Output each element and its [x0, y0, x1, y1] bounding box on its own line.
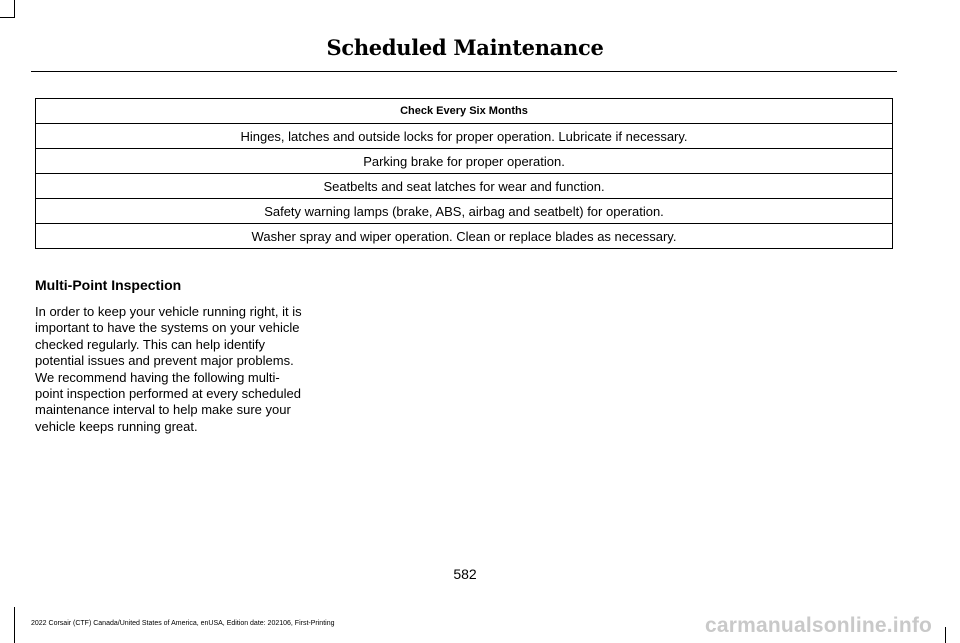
crop-mark-bottom-left-v: [14, 607, 15, 643]
table-row: [36, 224, 893, 249]
table-header-row: [36, 99, 893, 124]
watermark: carmanualsonline.info: [705, 614, 933, 637]
crop-mark-top-left-v: [14, 0, 15, 18]
page-title: Scheduled Maintenance: [326, 35, 604, 60]
table-row: [36, 199, 893, 224]
section-body: In order to keep your vehicle running right, it is important to have the systems on your vehicle checked regularly. This can help identify potential issues and prevent major problems. We recommend having the following multi-point inspection performed at every scheduled maintenance interval to help make sure your vehicle keeps running great.: [35, 304, 302, 434]
maintenance-table: [35, 98, 893, 249]
page-number: 582: [453, 566, 477, 582]
table-cell: Safety warning lamps (brake, ABS, airbag and seatbelt) for operation.: [36, 199, 893, 224]
edition-footer: 2022 Corsair (CTF) Canada/United States of America, enUSA, Edition date: 202106, First-Printing: [31, 620, 335, 627]
table-cell: Parking brake for proper operation.: [36, 149, 893, 174]
table-cell: Washer spray and wiper operation. Clean or replace blades as necessary.: [36, 224, 893, 249]
section-heading: Multi-Point Inspection: [35, 277, 182, 293]
table-cell: Hinges, latches and outside locks for proper operation. Lubricate if necessary.: [36, 124, 893, 149]
crop-mark-bottom-right-v: [945, 627, 946, 643]
table-row: [36, 124, 893, 149]
table-cell: Seatbelts and seat latches for wear and function.: [36, 174, 893, 199]
table-row: [36, 149, 893, 174]
table-row: [36, 174, 893, 199]
title-divider: [31, 71, 897, 72]
crop-mark-top-left-h: [0, 17, 14, 18]
table-header: Check Every Six Months: [36, 99, 893, 124]
